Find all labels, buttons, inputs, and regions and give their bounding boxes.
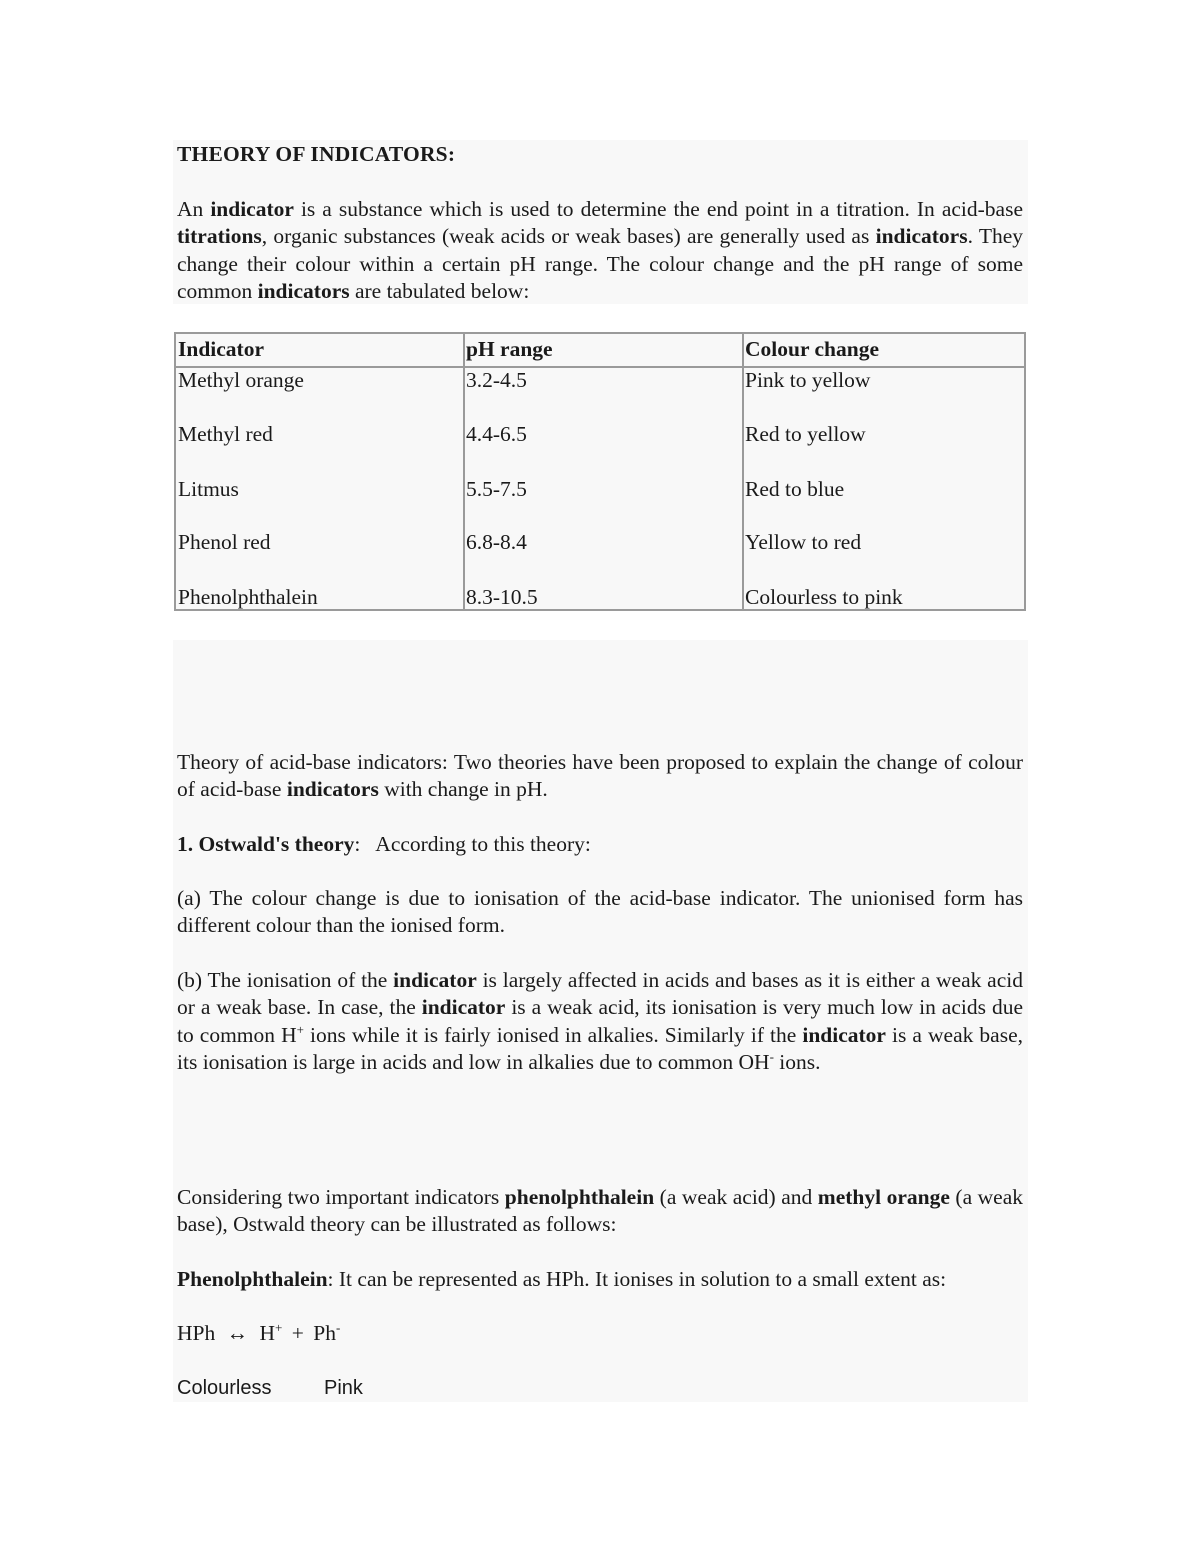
equation-lhs: HPh: [177, 1321, 216, 1345]
ostwald-heading-line: 1. Ostwald's theory: According to this theory:: [177, 832, 591, 856]
cell-colour-change: Red to yellow: [745, 422, 866, 446]
equation-plus: +: [291, 1321, 304, 1345]
cell-ph-range: 8.3-10.5: [466, 585, 538, 609]
term-indicator: indicator: [210, 197, 294, 221]
header-colour-change: Colour change: [745, 337, 879, 361]
point-b-paragraph: (b) The ionisation of the indicator is largely affected in acids and bases as it is either a weak acid or a weak base. In case, the indicator is a weak acid, its ionisation is very much low in acids due to common H+ ions while it is fairly ionised in alkalies. Similarly if the indicator is a weak base, its ionisation is large in acids and low in alkalies due to common OH- ions.: [177, 968, 1024, 1074]
cell-indicator: Methyl red: [178, 422, 273, 446]
table-header-row: [176, 334, 1024, 368]
equation-ph: Ph: [313, 1321, 336, 1345]
superscript-minus: -: [335, 1319, 341, 1335]
term-indicator: indicator: [421, 995, 506, 1020]
header-indicator: Indicator: [178, 337, 264, 361]
page-title: THEORY OF INDICATORS:: [177, 142, 456, 166]
term-indicators: indicators: [875, 224, 968, 249]
cell-colour-change: Pink to yellow: [745, 368, 871, 392]
cell-ph-range: 6.8-8.4: [466, 530, 527, 554]
intro-paragraph: An indicator is a substance which is used to determine the end point in a titration. In acid-base titrations, organic substances (weak acids or weak bases) are generally used as indicators. They change their colour within a certain pH range. The colour change and the pH range of some common indicators are tabulated below:: [177, 197, 1024, 303]
column-divider: [742, 334, 744, 609]
phenolphthalein-line: Phenolphthalein: It can be represented as HPh. It ionises in solution to a small extent as:: [177, 1267, 947, 1291]
theory-paragraph: Theory of acid-base indicators: Two theories have been proposed to explain the change of colour of acid-base indicators with change in pH.: [177, 750, 1023, 802]
colours-line: [177, 1375, 1023, 1402]
header-ph-range: pH range: [466, 337, 553, 361]
term-indicator: indicator: [802, 1022, 886, 1047]
equilibrium-arrow: ↔: [226, 1321, 249, 1345]
cell-ph-range: 4.4-6.5: [466, 422, 527, 446]
superscript-plus: +: [275, 1319, 283, 1335]
phenolphthalein-heading: Phenolphthalein: [177, 1267, 328, 1291]
equation-h: H: [259, 1321, 276, 1345]
colour-pink: Pink: [324, 1377, 363, 1399]
cell-colour-change: Yellow to red: [745, 530, 862, 554]
colour-colourless: Colourless: [177, 1377, 272, 1399]
term-methyl-orange: methyl orange: [817, 1185, 950, 1209]
term-indicators: indicators: [257, 278, 350, 303]
considering-paragraph: Considering two important indicators phenolphthalein (a weak acid) and methyl orange (a weak base), Ostwald theory can be illustrated as follows:: [177, 1185, 1023, 1237]
cell-colour-change: Colourless to pink: [745, 585, 903, 609]
cell-indicator: Phenolphthalein: [178, 585, 318, 609]
term-phenolphthalein: phenolphthalein: [504, 1185, 655, 1209]
superscript-plus: +: [296, 1021, 304, 1037]
cell-colour-change: Red to blue: [745, 477, 845, 501]
term-indicators: indicators: [286, 777, 379, 802]
term-titrations: titrations: [177, 224, 262, 249]
point-a-paragraph: (a) The colour change is due to ionisation of the acid-base indicator. The unionised form has different colour than the ionised form.: [177, 886, 1023, 938]
ionisation-equation: [177, 1320, 1023, 1347]
cell-indicator: Phenol red: [178, 530, 271, 554]
cell-ph-range: 3.2-4.5: [466, 368, 527, 392]
cell-indicator: Methyl orange: [178, 368, 304, 392]
term-indicator: indicator: [393, 968, 477, 992]
cell-ph-range: 5.5-7.5: [466, 477, 527, 501]
column-divider: [463, 334, 465, 609]
cell-indicator: Litmus: [178, 477, 239, 501]
ostwald-heading: 1. Ostwald's theory: [177, 832, 355, 856]
superscript-minus: -: [769, 1048, 774, 1064]
indicator-table: [174, 332, 1026, 611]
